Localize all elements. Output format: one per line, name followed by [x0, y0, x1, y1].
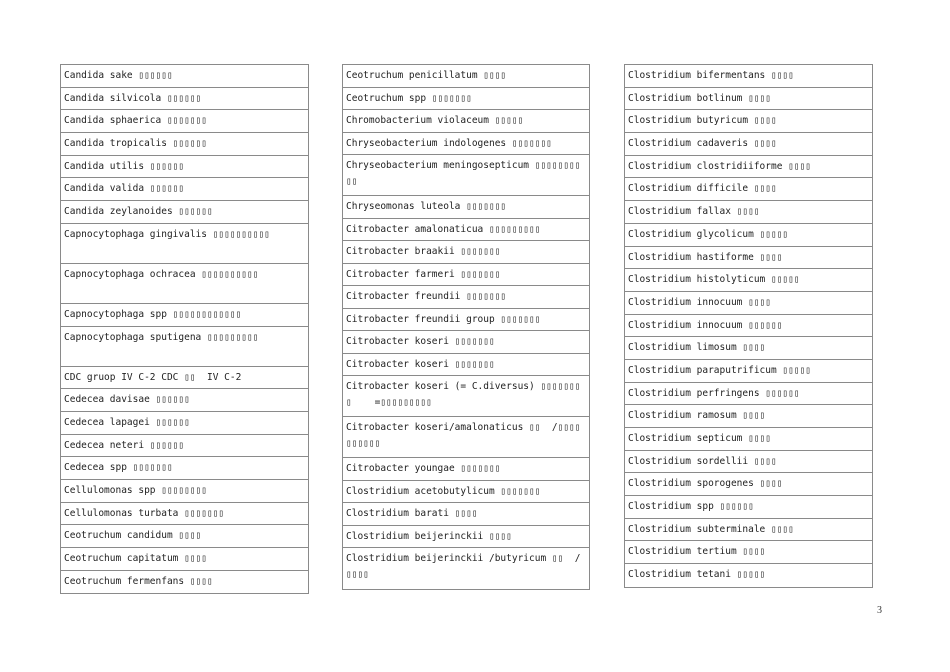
table-row: Candida sake ▯▯▯▯▯▯: [61, 65, 308, 88]
table-row: Clostridium difficile ▯▯▯▯: [625, 178, 872, 201]
table-column-2: [342, 64, 590, 590]
table-row: Citrobacter koseri ▯▯▯▯▯▯▯: [343, 354, 589, 377]
table-column-1: [60, 64, 309, 594]
table-row: Clostridium botlinum ▯▯▯▯: [625, 88, 872, 111]
table-row: Clostridium sporogenes ▯▯▯▯: [625, 473, 872, 496]
table-row: Cedecea spp ▯▯▯▯▯▯▯: [61, 457, 308, 480]
table-row: Candida tropicalis ▯▯▯▯▯▯: [61, 133, 308, 156]
table-row: Cellulomonas turbata ▯▯▯▯▯▯▯: [61, 503, 308, 526]
table-row: Citrobacter farmeri ▯▯▯▯▯▯▯: [343, 264, 589, 287]
table-row: Citrobacter braakii ▯▯▯▯▯▯▯: [343, 241, 589, 264]
table-row: Clostridium fallax ▯▯▯▯: [625, 201, 872, 224]
table-row: Clostridium cadaveris ▯▯▯▯: [625, 133, 872, 156]
table-row: Clostridium beijerinckii ▯▯▯▯: [343, 526, 589, 549]
table-row: Chryseomonas luteola ▯▯▯▯▯▯▯: [343, 196, 589, 219]
table-row: Citrobacter koseri (= C.diversus) ▯▯▯▯▯▯▯▯ =▯▯▯▯▯▯▯▯▯: [343, 376, 589, 417]
table-row: Clostridium barati ▯▯▯▯: [343, 503, 589, 526]
table-row: Chryseobacterium meningosepticum ▯▯▯▯▯▯▯▯▯▯: [343, 155, 589, 196]
table-row: Clostridium histolyticum ▯▯▯▯▯: [625, 269, 872, 292]
table-row: Chromobacterium violaceum ▯▯▯▯▯: [343, 110, 589, 133]
table-row: Candida silvicola ▯▯▯▯▯▯: [61, 88, 308, 111]
table-row: Candida valida ▯▯▯▯▯▯: [61, 178, 308, 201]
table-row: Clostridium clostridiiforme ▯▯▯▯: [625, 156, 872, 179]
table-row: Cedecea neteri ▯▯▯▯▯▯: [61, 435, 308, 458]
table-row: Clostridium bifermentans ▯▯▯▯: [625, 65, 872, 88]
table-row: Capnocytophaga gingivalis ▯▯▯▯▯▯▯▯▯▯: [61, 224, 308, 264]
table-row: Citrobacter amalonaticua ▯▯▯▯▯▯▯▯▯: [343, 219, 589, 242]
table-row: Clostridium acetobutylicum ▯▯▯▯▯▯▯: [343, 481, 589, 504]
table-row: Clostridium paraputrificum ▯▯▯▯▯: [625, 360, 872, 383]
table-row: Clostridium glycolicum ▯▯▯▯▯: [625, 224, 872, 247]
table-row: Cedecea davisae ▯▯▯▯▯▯: [61, 389, 308, 412]
table-row: Clostridium beijerinckii /butyricum ▯▯ /▯▯▯▯: [346, 553, 581, 580]
table-row: Clostridium ramosum ▯▯▯▯: [625, 405, 872, 428]
table-row: Cedecea lapagei ▯▯▯▯▯▯: [61, 412, 308, 435]
table-row: Citrobacter freundii ▯▯▯▯▯▯▯: [343, 286, 589, 309]
table-row: Citrobacter koseri ▯▯▯▯▯▯▯: [343, 331, 589, 354]
table-row: Clostridium perfringens ▯▯▯▯▯▯: [625, 383, 872, 406]
table-column-3: [624, 64, 873, 588]
page-number: 3: [877, 605, 882, 616]
table-row: Ceotruchum penicillatum ▯▯▯▯: [343, 65, 589, 88]
table-row: Clostridium innocuum ▯▯▯▯▯▯: [625, 315, 872, 338]
table-row: Clostridium limosum ▯▯▯▯: [625, 337, 872, 360]
table-row: Candida utilis ▯▯▯▯▯▯: [61, 156, 308, 179]
table-row: Clostridium spp ▯▯▯▯▯▯: [625, 496, 872, 519]
table-row: Clostridium septicum ▯▯▯▯: [625, 428, 872, 451]
table-row: Cellulomonas spp ▯▯▯▯▯▯▯▯: [61, 480, 308, 503]
table-row: Ceotruchum fermenfans ▯▯▯▯: [64, 575, 213, 587]
table-row: Candida sphaerica ▯▯▯▯▯▯▯: [61, 110, 308, 133]
table-row: Capnocytophaga sputigena ▯▯▯▯▯▯▯▯▯: [61, 327, 308, 367]
table-row: Clostridium sordellii ▯▯▯▯: [625, 451, 872, 474]
table-row: Chryseobacterium indologenes ▯▯▯▯▯▯▯: [343, 133, 589, 156]
table-row: Citrobacter koseri/amalonaticus ▯▯ /▯▯▯▯▯▯▯▯▯▯: [343, 417, 589, 458]
table-row: CDC gruop IV C-2 CDC ▯▯ IV C-2: [61, 367, 308, 390]
table-row: Capnocytophaga spp ▯▯▯▯▯▯▯▯▯▯▯▯: [61, 304, 308, 327]
table-row: Ceotruchum capitatum ▯▯▯▯: [61, 548, 308, 571]
table-row: Citrobacter freundii group ▯▯▯▯▯▯▯: [343, 309, 589, 332]
table-row: Clostridium tertium ▯▯▯▯: [625, 541, 872, 564]
table-row: Capnocytophaga ochracea ▯▯▯▯▯▯▯▯▯▯: [61, 264, 308, 304]
table-row: Clostridium innocuum ▯▯▯▯: [625, 292, 872, 315]
table-row: Clostridium butyricum ▯▯▯▯: [625, 110, 872, 133]
table-row: Citrobacter youngae ▯▯▯▯▯▯▯: [343, 458, 589, 481]
table-row: Ceotruchum candidum ▯▯▯▯: [61, 525, 308, 548]
table-row: Ceotruchum spp ▯▯▯▯▯▯▯: [343, 88, 589, 111]
table-row: Clostridium subterminale ▯▯▯▯: [625, 519, 872, 542]
table-row: Clostridium hastiforme ▯▯▯▯: [625, 247, 872, 270]
table-row: Candida zeylanoides ▯▯▯▯▯▯: [61, 201, 308, 224]
table-row: Clostridium tetani ▯▯▯▯▯: [628, 569, 766, 581]
